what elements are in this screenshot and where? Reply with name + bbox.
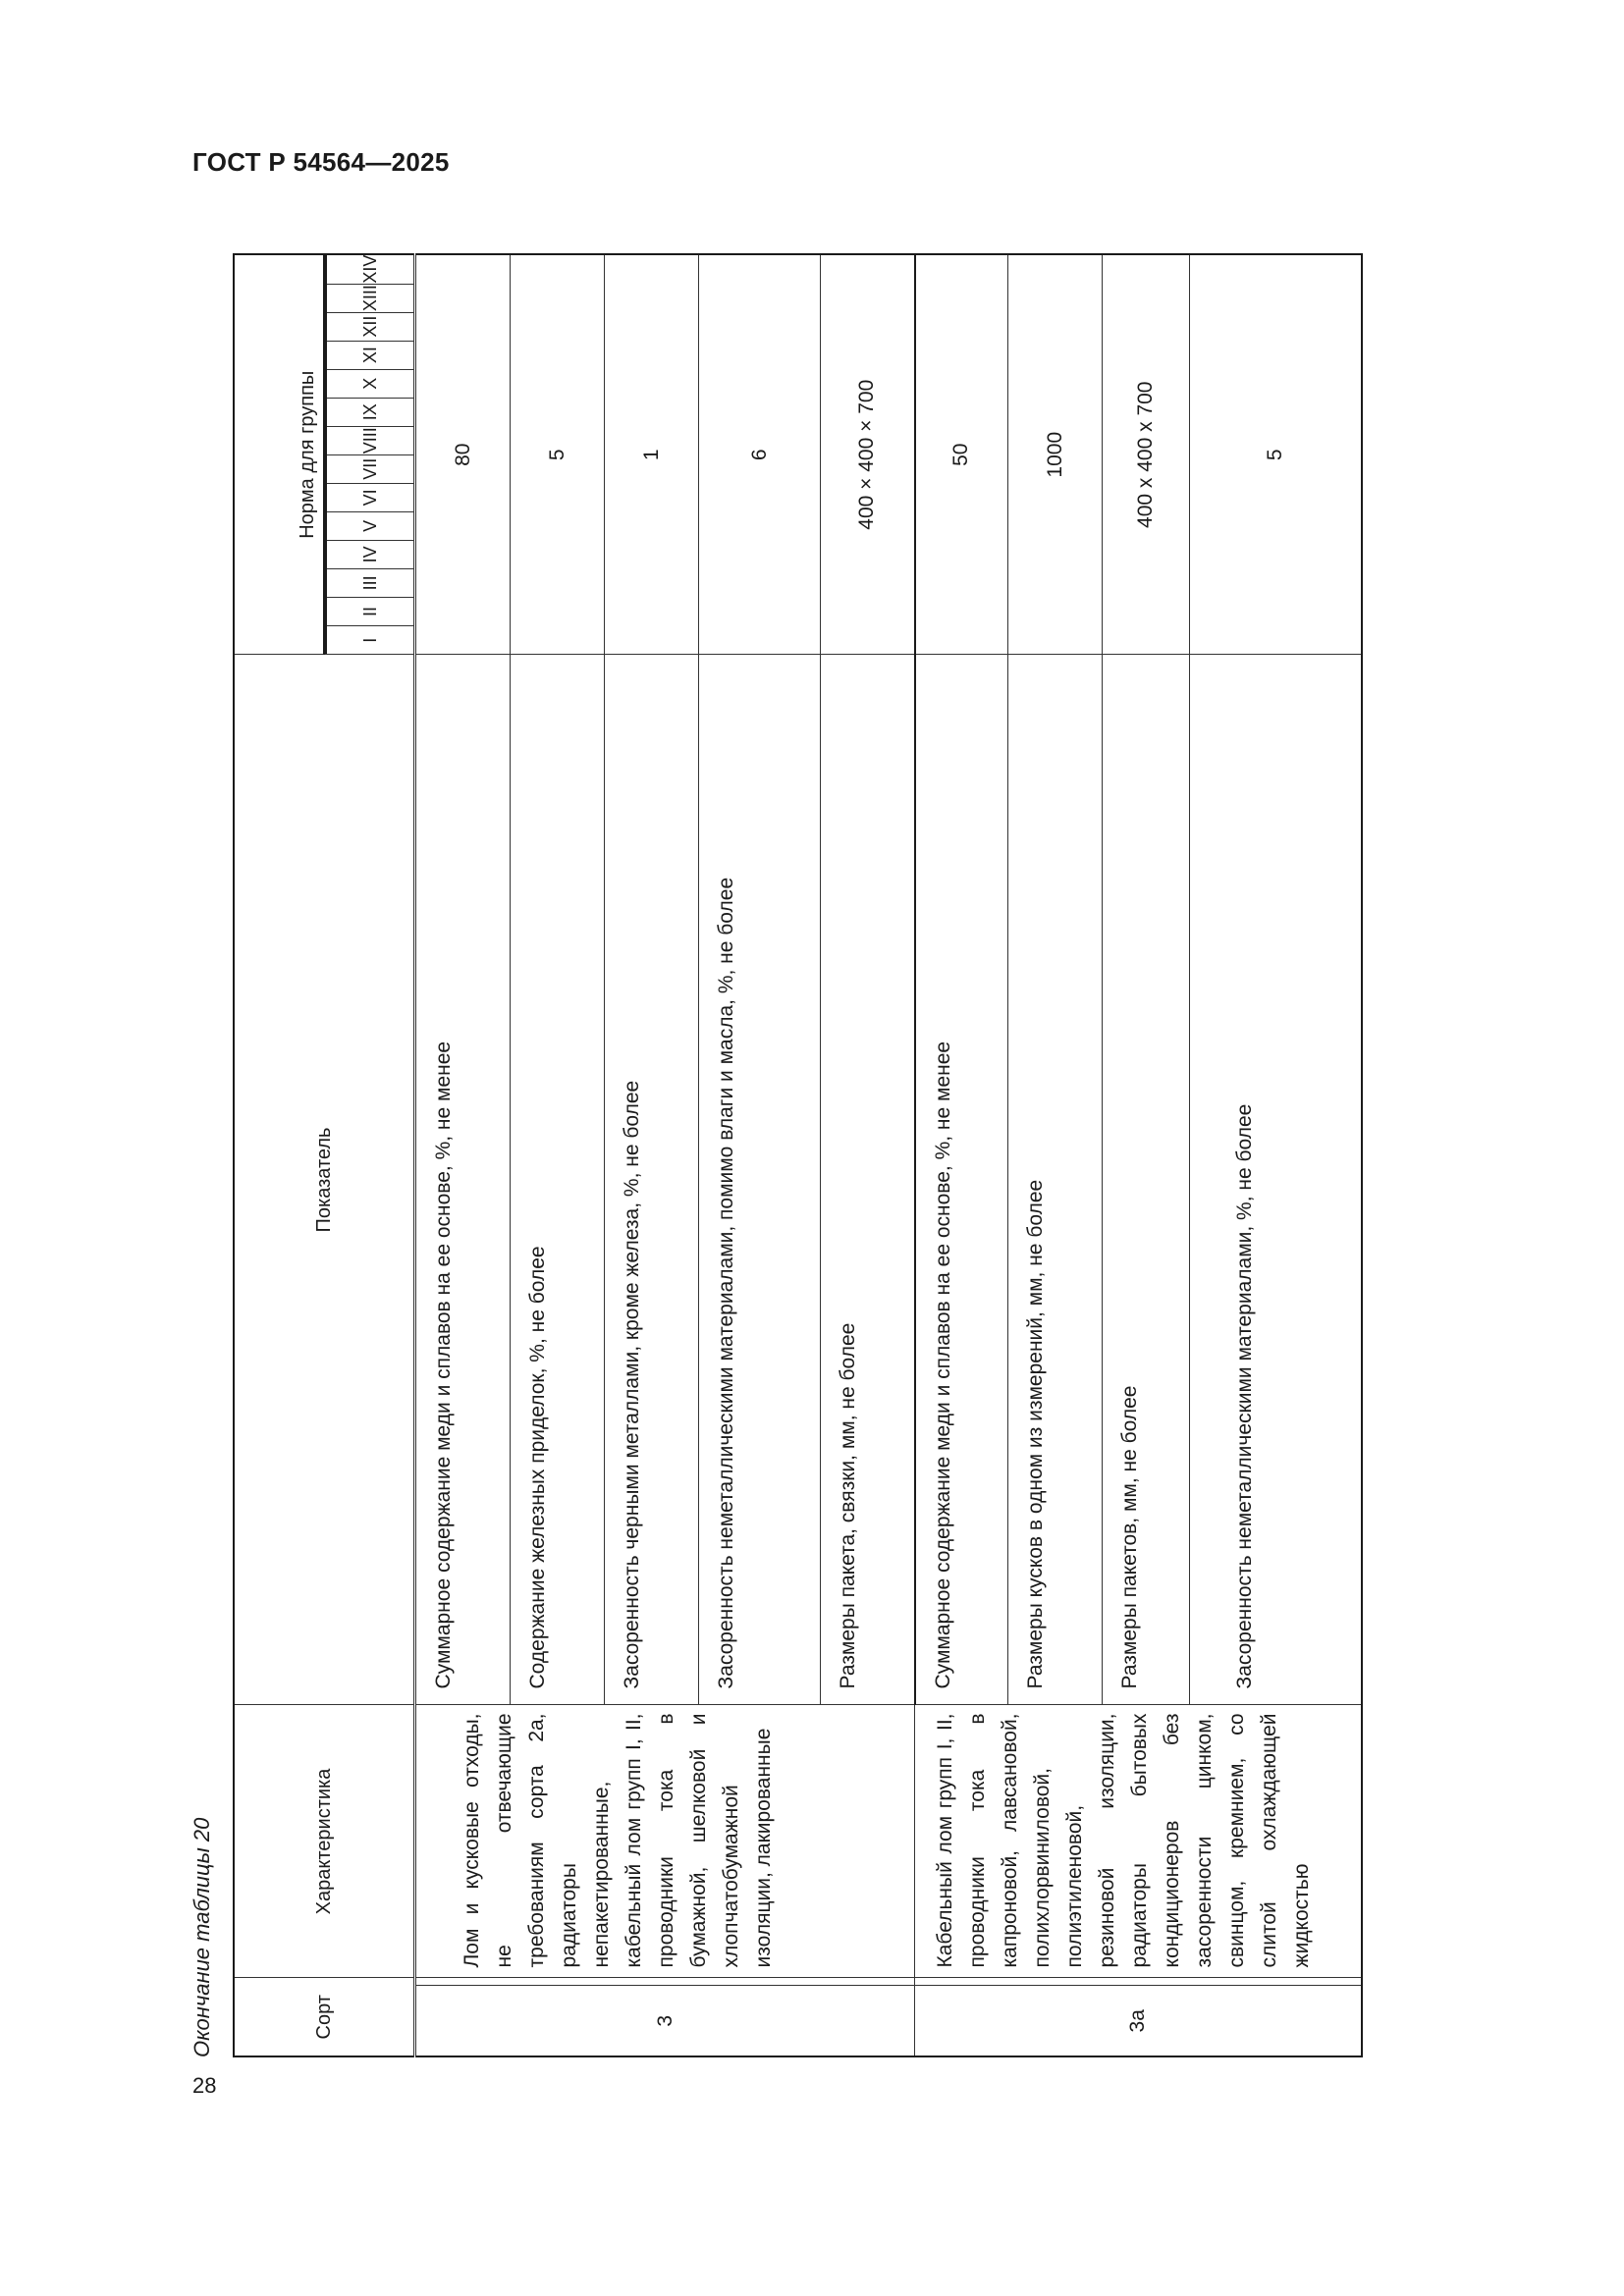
indicator-cell: Содержание железных приделок, %, не более: [511, 655, 605, 1705]
group-XIII: XIII: [326, 284, 413, 312]
value-cell: 80: [415, 254, 511, 655]
group-XII: XII: [326, 312, 413, 341]
value-cell: 1: [605, 254, 699, 655]
header-sort: Сорт: [234, 1978, 415, 2056]
group-VI: VI: [326, 483, 413, 511]
table-row: [915, 254, 1008, 2056]
value-cell: 5: [511, 254, 605, 655]
indicator-cell: Размеры пакетов, мм, не более: [1103, 655, 1190, 1705]
group-I: I: [326, 625, 413, 654]
document-id: ГОСТ Р 54564—2025: [192, 147, 450, 177]
header-row: [234, 254, 324, 2056]
group-XI: XI: [326, 341, 413, 369]
characteristic-cell: Кабельный лом групп I, II, проводники тока в капроновой, лавсановой, полихлорвиниловой, полиэтиленовой, резиновой изоляции, радиаторы бытовых кондиционеров без засоренности цинком, свинцом, кремнием, со слитой охлаждающей жидкостью: [915, 1705, 1362, 1978]
value-cell: 50: [915, 254, 1008, 655]
indicator-cell: Засоренность неметаллическими материалами, помимо влаги и масла, %, не более: [699, 655, 821, 1705]
indicator-cell: Суммарное содержание меди и сплавов на ее основе, %, не менее: [915, 655, 1008, 1705]
group-numbers: [324, 254, 415, 655]
value-cell: 400 × 400 × 700: [821, 254, 915, 655]
value-cell: 400 x 400 x 700: [1103, 254, 1190, 655]
group-VII: VII: [326, 454, 413, 483]
value-cell: 1000: [1008, 254, 1103, 655]
table-caption: Окончание таблицы 20: [189, 1817, 214, 2057]
value-cell: 5: [1190, 254, 1362, 655]
indicator-cell: Размеры пакета, связки, мм, не более: [821, 655, 915, 1705]
spacer-cell: [415, 1978, 915, 1986]
group-III: III: [326, 568, 413, 597]
group-IV: IV: [326, 540, 413, 568]
indicator-cell: Засоренность неметаллическими материалами, %, не более: [1190, 655, 1362, 1705]
rotated-table-block: [189, 254, 1313, 2057]
spacer-cell: [915, 1978, 1362, 1986]
group-X: X: [326, 369, 413, 398]
group-VIII: VIII: [326, 426, 413, 454]
header-indicator: Показатель: [234, 655, 415, 1705]
indicator-cell: Размеры кусков в одном из измерений, мм, не более: [1008, 655, 1103, 1705]
group-IX: IX: [326, 398, 413, 426]
sort-cell: 3а: [915, 1986, 1362, 2056]
indicator-cell: Суммарное содержание меди и сплавов на ее основе, %, не менее: [415, 655, 511, 1705]
page-number: 28: [192, 2073, 217, 2098]
sort-cell: 3: [415, 1986, 915, 2056]
value-cell: 6: [699, 254, 821, 655]
indicator-cell: Засоренность черными металлами, кроме железа, %, не более: [605, 655, 699, 1705]
table-20: [233, 253, 1363, 2057]
header-norm: Норма для группы: [234, 254, 324, 655]
group-II: II: [326, 597, 413, 625]
table-row: [415, 254, 511, 2056]
group-XIV: XIV: [326, 255, 413, 284]
characteristic-cell: Лом и кусковые отходы, не отвечающие требованиям сорта 2а, радиаторы непакетированные, кабельный лом групп I, II, проводники тока в бумажной, шелковой и хлопчатобумажной изоляции, лакированные: [415, 1705, 915, 1978]
group-V: V: [326, 511, 413, 540]
header-characteristic: Характеристика: [234, 1705, 415, 1978]
